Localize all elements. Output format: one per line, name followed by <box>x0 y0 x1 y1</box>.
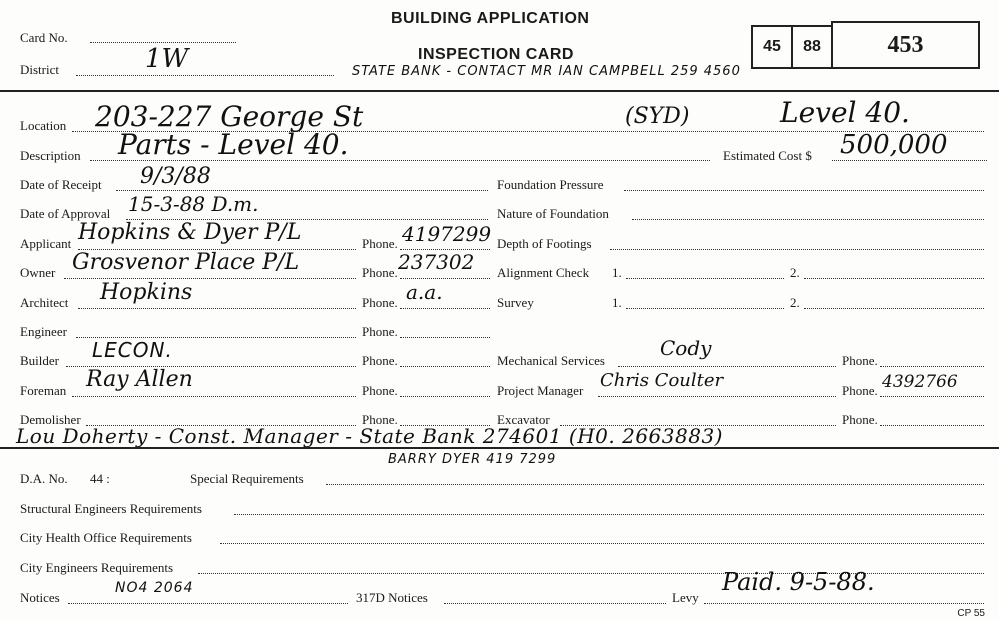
survey-label: Survey <box>497 295 534 310</box>
card-title: BUILDING APPLICATION <box>391 10 590 27</box>
card-no-line <box>90 42 236 43</box>
number-box-a-value: 45 <box>763 38 781 55</box>
foreman-label: Foreman <box>20 383 67 398</box>
date-of-approval-value: 15-3-88 D.m. <box>128 192 259 216</box>
description-label: Description <box>20 148 81 163</box>
architect-phone-label: Phone. <box>362 295 398 310</box>
survey-1-label: 1. <box>612 295 622 310</box>
project-manager-phone-line <box>880 396 984 397</box>
architect-line <box>78 308 356 309</box>
foreman-phone-label: Phone. <box>362 383 398 398</box>
foreman-phone-line <box>400 396 490 397</box>
levy-label: Levy <box>672 590 699 605</box>
number-box-a <box>751 25 793 69</box>
owner-phone-label: Phone. <box>362 265 398 280</box>
owner-phone-value: 237302 <box>398 250 475 274</box>
project-manager-phone-label: Phone. <box>842 383 878 398</box>
excavator-phone-line <box>880 425 984 426</box>
card-number-value: 453 <box>887 31 924 58</box>
architect-phone-line <box>400 308 490 309</box>
notices-317d-label: 317D Notices <box>356 590 428 605</box>
contact-note: Lou Doherty - Const. Manager - State Bank 274601 (H0. 2663883) <box>16 424 723 448</box>
card-subtitle: INSPECTION CARD <box>418 46 574 63</box>
architect-phone-value: a.a. <box>406 280 443 304</box>
da-no-value: 44 : <box>90 471 110 486</box>
form-code: CP 55 <box>957 608 985 619</box>
district-label: District <box>20 62 59 77</box>
notices-317d-line <box>444 603 666 604</box>
da-no-label: D.A. No. <box>20 471 68 486</box>
architect-value: Hopkins <box>100 280 193 305</box>
location-level: Level 40. <box>780 96 910 129</box>
district-note: STATE BANK - CONTACT MR IAN CAMPBELL 259 4560 <box>352 64 741 79</box>
alignment-check-1-line <box>626 278 784 279</box>
applicant-phone-label: Phone. <box>362 236 398 251</box>
project-manager-label: Project Manager <box>497 383 584 398</box>
owner-value: Grosvenor Place P/L <box>72 250 300 275</box>
project-manager-line <box>598 396 836 397</box>
description-value: Parts - Level 40. <box>118 128 349 161</box>
survey-1-line <box>626 308 784 309</box>
estimated-cost-label: Estimated Cost $ <box>723 148 812 163</box>
alignment-check-label: Alignment Check <box>497 265 590 280</box>
foreman-line <box>72 396 356 397</box>
alignment-check-2-line <box>804 278 984 279</box>
mechanical-services-value: Cody <box>660 336 712 360</box>
foundation-pressure-label: Foundation Pressure <box>497 177 604 192</box>
levy-line <box>704 603 984 604</box>
mechanical-phone-line <box>880 366 984 367</box>
alignment-check-2-label: 2. <box>790 265 800 280</box>
location-value: 203-227 George St <box>95 100 364 133</box>
excavator-phone-label: Phone. <box>842 412 878 427</box>
district-line <box>76 75 334 76</box>
project-manager-phone-value: 4392766 <box>882 372 958 392</box>
owner-phone-line <box>400 278 490 279</box>
estimated-cost-value: 500,000 <box>840 130 948 160</box>
nature-of-foundation-label: Nature of Foundation <box>497 206 609 221</box>
engineer-phone-label: Phone. <box>362 324 398 339</box>
demolisher-phone-label: Phone. <box>362 412 398 427</box>
builder-label: Builder <box>20 353 59 368</box>
structural-engineers-line <box>234 514 984 515</box>
city-health-line <box>220 543 984 544</box>
location-label: Location <box>20 118 67 133</box>
excavator-label: Excavator <box>497 412 550 427</box>
date-of-approval-label: Date of Approval <box>20 206 111 221</box>
applicant-value: Hopkins & Dyer P/L <box>78 220 302 245</box>
date-of-receipt-line <box>116 190 488 191</box>
foreman-value: Ray Allen <box>86 367 193 392</box>
date-of-receipt-label: Date of Receipt <box>20 177 102 192</box>
location-extra: (SYD) <box>625 104 690 129</box>
demolisher-label: Demolisher <box>20 412 81 427</box>
depth-of-footings-label: Depth of Footings <box>497 236 592 251</box>
district-value: 1W <box>145 44 189 74</box>
engineer-phone-line <box>400 337 490 338</box>
notices-label: Notices <box>20 590 60 605</box>
notices-line <box>68 603 348 604</box>
mechanical-phone-label: Phone. <box>842 353 878 368</box>
owner-line <box>64 278 356 279</box>
special-requirements-line <box>326 484 984 485</box>
card-no-label: Card No. <box>20 30 68 45</box>
mechanical-services-line <box>618 366 836 367</box>
owner-label: Owner <box>20 265 56 280</box>
architect-label: Architect <box>20 295 69 310</box>
special-requirements-label: Special Requirements <box>190 471 304 486</box>
special-requirements-note: BARRY DYER 419 7299 <box>388 452 557 467</box>
depth-of-footings-line <box>610 249 984 250</box>
builder-phone-line <box>400 366 490 367</box>
alignment-check-1-label: 1. <box>612 265 622 280</box>
levy-value: Paid. 9-5-88. <box>722 568 875 596</box>
estimated-cost-line <box>832 160 987 161</box>
foundation-pressure-line <box>624 190 984 191</box>
card-number-box <box>831 21 980 69</box>
project-manager-value: Chris Coulter <box>600 370 724 391</box>
builder-value: LECON. <box>92 338 173 362</box>
city-engineers-label: City Engineers Requirements <box>20 560 174 575</box>
mechanical-services-label: Mechanical Services <box>497 353 605 368</box>
notices-value: NO4 2064 <box>115 580 194 596</box>
section-rule <box>0 447 999 449</box>
city-health-label: City Health Office Requirements <box>20 530 192 545</box>
survey-2-line <box>804 308 984 309</box>
applicant-label: Applicant <box>20 236 72 251</box>
nature-of-foundation-line <box>632 219 984 220</box>
survey-2-label: 2. <box>790 295 800 310</box>
date-of-receipt-value: 9/3/88 <box>140 164 211 189</box>
header-rule <box>0 90 999 92</box>
applicant-phone-value: 4197299 <box>402 222 492 246</box>
number-box-b-value: 88 <box>803 38 821 55</box>
engineer-label: Engineer <box>20 324 67 339</box>
number-box-b <box>791 25 833 69</box>
structural-engineers-label: Structural Engineers Requirements <box>20 501 202 516</box>
builder-phone-label: Phone. <box>362 353 398 368</box>
